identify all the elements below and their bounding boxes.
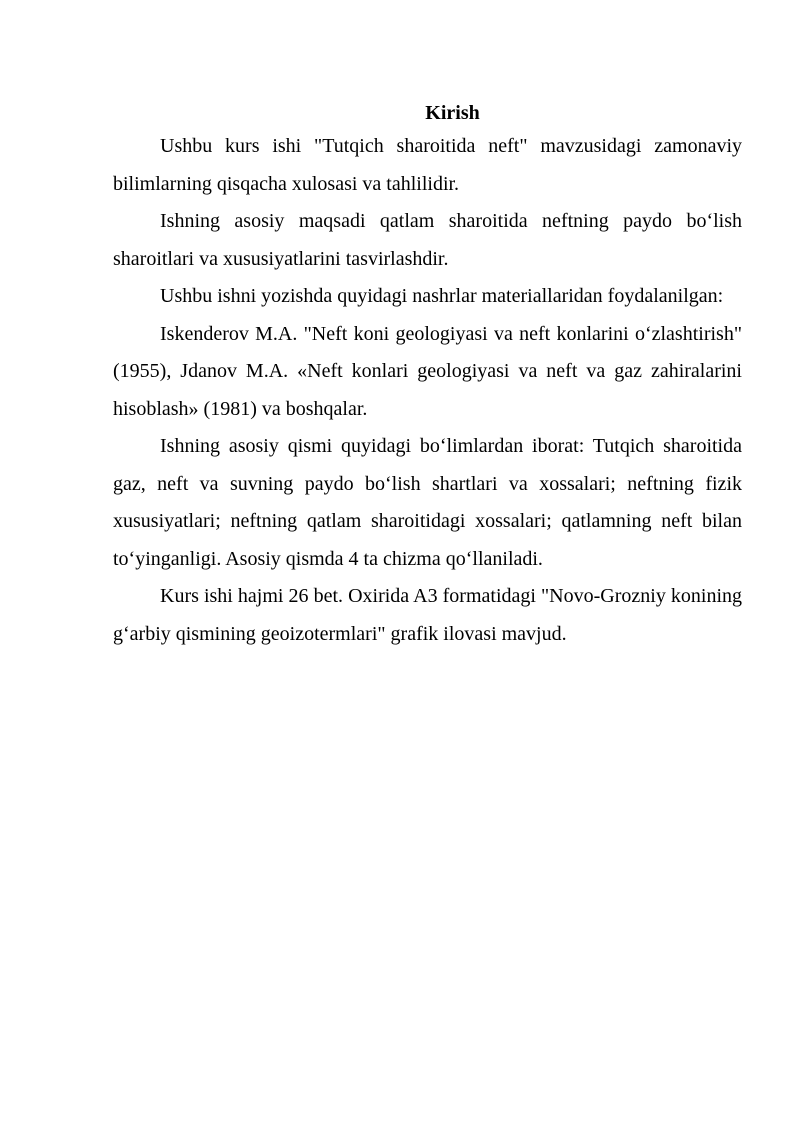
section-title: Kirish [425,102,480,124]
paragraph-sources-list: Iskenderov M.A. "Neft koni geologiyasi va neft konlarini o‘zlashtirish" (1955), Jdanov M.A. «Neft konlari geologiyasi va neft va gaz zahiralarini hisoblash» (1981) va boshqalar. [113,322,742,420]
paragraph-sources-intro: Ushbu ishni yozishda quyidagi nashrlar materiallaridan foydalanilgan: [160,285,724,307]
document-body [113,98,742,653]
paragraph-volume: Kurs ishi hajmi 26 bet. Oxirida A3 formatidagi "Novo-Grozniy konining g‘arbiy qismining geoizotermlari" grafik ilovasi mavjud. [113,585,742,645]
paragraph-structure: Ishning asosiy qismi quyidagi bo‘limlardan iborat: Tutqich sharoitida gaz, neft va suvning paydo bo‘lish shartlari va xossalari; neftning fizik xususiyatlari; neftning qatlam sharoitidagi xossalari; qatlamning neft bilan to‘yinganligi. Asosiy qismda 4 ta chizma qo‘llaniladi. [113,435,742,570]
paragraph-intro: Ushbu kurs ishi "Tutqich sharoitida neft" mavzusidagi zamonaviy bilimlarning qisqacha xulosasi va tahlilidir. [113,135,742,195]
paragraph-aim: Ishning asosiy maqsadi qatlam sharoitida neftning paydo bo‘lish sharoitlari va xususiyatlarini tasvirlashdir. [113,210,742,270]
